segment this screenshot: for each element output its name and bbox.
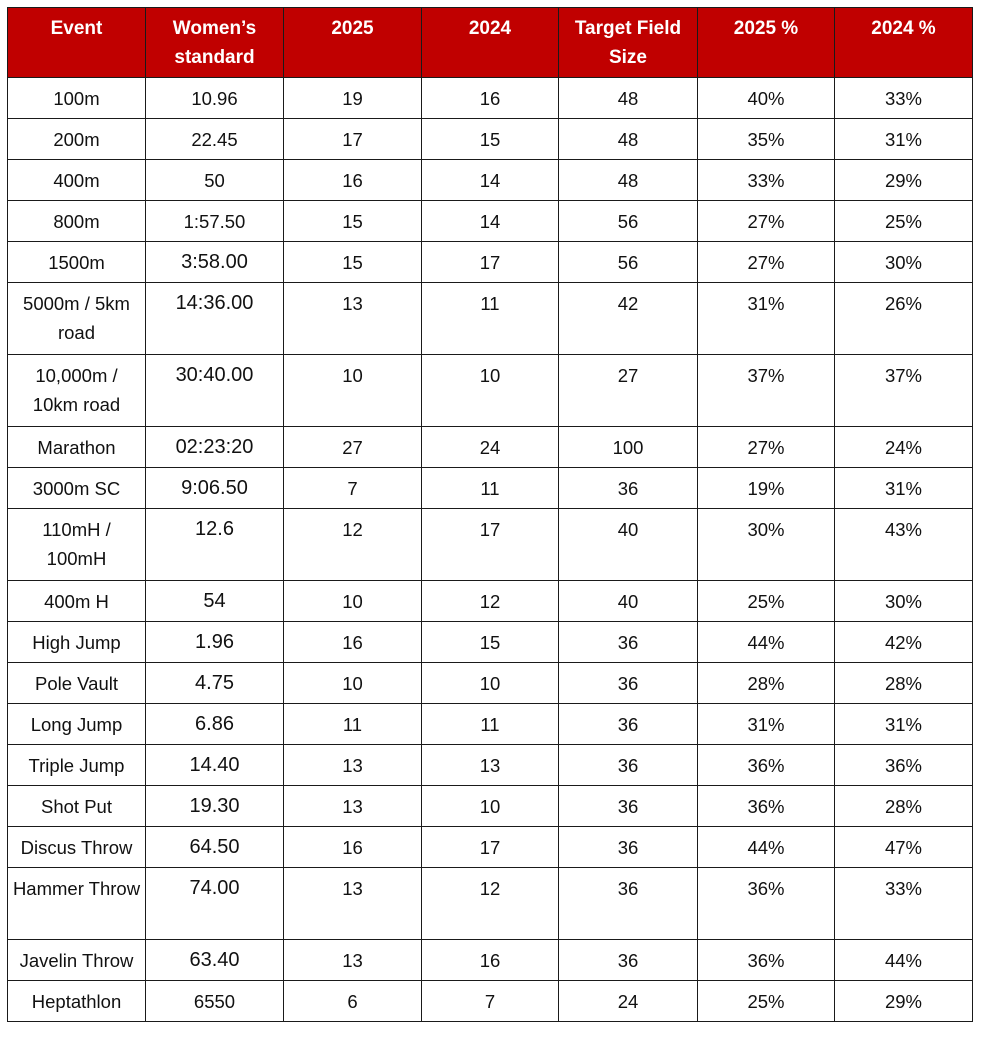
- cell-2024: 11: [422, 468, 559, 509]
- cell-standard: 14:36.00: [146, 283, 284, 355]
- cell-standard: 12.6: [146, 509, 284, 581]
- cell-2025: 11: [284, 704, 422, 745]
- cell-2024-percent: 29%: [835, 160, 973, 201]
- table-row: [8, 509, 973, 581]
- cell-2024-percent: 44%: [835, 940, 973, 981]
- cell-standard: 19.30: [146, 786, 284, 827]
- cell-2025-percent: 44%: [698, 622, 835, 663]
- cell-standard: 14.40: [146, 745, 284, 786]
- standards-table: [7, 7, 973, 1022]
- cell-field-size: 36: [559, 786, 698, 827]
- header-2024: 2024: [422, 8, 559, 78]
- cell-field-size: 40: [559, 509, 698, 581]
- cell-2025-percent: 27%: [698, 242, 835, 283]
- cell-field-size: 100: [559, 427, 698, 468]
- cell-2024: 10: [422, 786, 559, 827]
- cell-standard: 63.40: [146, 940, 284, 981]
- table-row: [8, 242, 973, 283]
- cell-event: 3000m SC: [8, 468, 146, 509]
- cell-2025: 27: [284, 427, 422, 468]
- cell-field-size: 48: [559, 160, 698, 201]
- table-row: [8, 160, 973, 201]
- cell-2024-percent: 31%: [835, 468, 973, 509]
- table-row: [8, 119, 973, 160]
- cell-2025-percent: 36%: [698, 940, 835, 981]
- cell-2024-percent: 42%: [835, 622, 973, 663]
- table-row: [8, 827, 973, 868]
- cell-2024: 17: [422, 509, 559, 581]
- cell-2024: 24: [422, 427, 559, 468]
- cell-standard: 1:57.50: [146, 201, 284, 242]
- cell-2025-percent: 31%: [698, 704, 835, 745]
- table-row: [8, 786, 973, 827]
- cell-2025-percent: 30%: [698, 509, 835, 581]
- cell-2025-percent: 31%: [698, 283, 835, 355]
- cell-2025-percent: 40%: [698, 78, 835, 119]
- cell-event: Heptathlon: [8, 981, 146, 1022]
- cell-2025: 6: [284, 981, 422, 1022]
- cell-2024-percent: 36%: [835, 745, 973, 786]
- cell-2025-percent: 28%: [698, 663, 835, 704]
- cell-field-size: 27: [559, 355, 698, 427]
- cell-field-size: 48: [559, 119, 698, 160]
- header-target-field-size: Target Field Size: [559, 8, 698, 78]
- cell-standard: 54: [146, 581, 284, 622]
- cell-2024-percent: 30%: [835, 242, 973, 283]
- cell-event: Long Jump: [8, 704, 146, 745]
- cell-event: Triple Jump: [8, 745, 146, 786]
- cell-standard: 10.96: [146, 78, 284, 119]
- cell-standard: 4.75: [146, 663, 284, 704]
- cell-2024: 14: [422, 160, 559, 201]
- cell-field-size: 36: [559, 468, 698, 509]
- cell-2024-percent: 47%: [835, 827, 973, 868]
- cell-2024: 15: [422, 622, 559, 663]
- cell-field-size: 36: [559, 622, 698, 663]
- table-row: [8, 78, 973, 119]
- table-row: [8, 283, 973, 355]
- cell-standard: 50: [146, 160, 284, 201]
- cell-event: 800m: [8, 201, 146, 242]
- table-row: [8, 940, 973, 981]
- cell-2025: 13: [284, 786, 422, 827]
- cell-event: 1500m: [8, 242, 146, 283]
- cell-2025: 19: [284, 78, 422, 119]
- cell-2024-percent: 33%: [835, 78, 973, 119]
- cell-field-size: 36: [559, 868, 698, 940]
- cell-2025-percent: 27%: [698, 201, 835, 242]
- cell-2024: 12: [422, 868, 559, 940]
- cell-2024-percent: 28%: [835, 786, 973, 827]
- cell-2024-percent: 37%: [835, 355, 973, 427]
- cell-event: 10,000m / 10km road: [8, 355, 146, 427]
- cell-2024: 16: [422, 78, 559, 119]
- table-row: [8, 704, 973, 745]
- cell-field-size: 36: [559, 745, 698, 786]
- table-row: [8, 201, 973, 242]
- cell-2025: 13: [284, 745, 422, 786]
- cell-field-size: 36: [559, 663, 698, 704]
- header-womens-standard: Women’s standard: [146, 8, 284, 78]
- cell-event: 400m H: [8, 581, 146, 622]
- cell-standard: 74.00: [146, 868, 284, 940]
- cell-standard: 64.50: [146, 827, 284, 868]
- cell-event: Marathon: [8, 427, 146, 468]
- cell-event: 5000m / 5km road: [8, 283, 146, 355]
- cell-2025: 7: [284, 468, 422, 509]
- cell-2025: 13: [284, 940, 422, 981]
- cell-field-size: 56: [559, 201, 698, 242]
- cell-2024: 13: [422, 745, 559, 786]
- cell-2025-percent: 25%: [698, 981, 835, 1022]
- cell-2025-percent: 36%: [698, 786, 835, 827]
- cell-2024-percent: 30%: [835, 581, 973, 622]
- cell-2025: 15: [284, 242, 422, 283]
- cell-2024: 15: [422, 119, 559, 160]
- cell-2024-percent: 31%: [835, 119, 973, 160]
- cell-field-size: 36: [559, 827, 698, 868]
- header-event: Event: [8, 8, 146, 78]
- table-row: [8, 868, 973, 940]
- cell-standard: 6.86: [146, 704, 284, 745]
- cell-standard: 1.96: [146, 622, 284, 663]
- header-2024-percent: 2024 %: [835, 8, 973, 78]
- cell-event: 110mH / 100mH: [8, 509, 146, 581]
- table-row: [8, 745, 973, 786]
- cell-2025: 16: [284, 827, 422, 868]
- cell-2024: 7: [422, 981, 559, 1022]
- table-row: [8, 427, 973, 468]
- cell-2025-percent: 19%: [698, 468, 835, 509]
- cell-2024: 11: [422, 704, 559, 745]
- cell-event: Pole Vault: [8, 663, 146, 704]
- cell-standard: 22.45: [146, 119, 284, 160]
- cell-standard: 3:58.00: [146, 242, 284, 283]
- table-row: [8, 981, 973, 1022]
- cell-2025-percent: 35%: [698, 119, 835, 160]
- cell-standard: 30:40.00: [146, 355, 284, 427]
- cell-field-size: 24: [559, 981, 698, 1022]
- cell-field-size: 56: [559, 242, 698, 283]
- cell-2025: 15: [284, 201, 422, 242]
- cell-2024-percent: 28%: [835, 663, 973, 704]
- cell-field-size: 40: [559, 581, 698, 622]
- cell-2025: 13: [284, 868, 422, 940]
- cell-2025: 12: [284, 509, 422, 581]
- cell-2024: 17: [422, 242, 559, 283]
- table-row: [8, 468, 973, 509]
- cell-2024: 14: [422, 201, 559, 242]
- cell-2025-percent: 37%: [698, 355, 835, 427]
- table-row: [8, 663, 973, 704]
- cell-2025: 16: [284, 622, 422, 663]
- cell-2024-percent: 33%: [835, 868, 973, 940]
- cell-event: Shot Put: [8, 786, 146, 827]
- table-row: [8, 355, 973, 427]
- header-2025-percent: 2025 %: [698, 8, 835, 78]
- cell-2024-percent: 29%: [835, 981, 973, 1022]
- cell-2024: 16: [422, 940, 559, 981]
- cell-2025: 13: [284, 283, 422, 355]
- cell-field-size: 36: [559, 940, 698, 981]
- cell-event: 400m: [8, 160, 146, 201]
- cell-event: Discus Throw: [8, 827, 146, 868]
- cell-standard: 9:06.50: [146, 468, 284, 509]
- cell-event: High Jump: [8, 622, 146, 663]
- cell-standard: 02:23:20: [146, 427, 284, 468]
- cell-2025: 10: [284, 663, 422, 704]
- cell-event: 100m: [8, 78, 146, 119]
- cell-event: Javelin Throw: [8, 940, 146, 981]
- cell-2024-percent: 26%: [835, 283, 973, 355]
- cell-field-size: 48: [559, 78, 698, 119]
- cell-standard: 6550: [146, 981, 284, 1022]
- cell-2025-percent: 44%: [698, 827, 835, 868]
- cell-2025-percent: 36%: [698, 745, 835, 786]
- cell-event: Hammer Throw: [8, 868, 146, 940]
- cell-2024: 10: [422, 355, 559, 427]
- cell-2024-percent: 25%: [835, 201, 973, 242]
- cell-2025-percent: 25%: [698, 581, 835, 622]
- table-row: [8, 622, 973, 663]
- cell-2024-percent: 24%: [835, 427, 973, 468]
- cell-2025: 16: [284, 160, 422, 201]
- cell-2025: 10: [284, 581, 422, 622]
- cell-2024: 10: [422, 663, 559, 704]
- cell-2024-percent: 31%: [835, 704, 973, 745]
- header-2025: 2025: [284, 8, 422, 78]
- cell-2025-percent: 33%: [698, 160, 835, 201]
- cell-field-size: 42: [559, 283, 698, 355]
- cell-field-size: 36: [559, 704, 698, 745]
- cell-2025: 17: [284, 119, 422, 160]
- table-row: [8, 581, 973, 622]
- cell-2024-percent: 43%: [835, 509, 973, 581]
- header-row: [8, 8, 973, 78]
- cell-event: 200m: [8, 119, 146, 160]
- cell-2024: 11: [422, 283, 559, 355]
- cell-2024: 17: [422, 827, 559, 868]
- cell-2025-percent: 36%: [698, 868, 835, 940]
- cell-2024: 12: [422, 581, 559, 622]
- cell-2025-percent: 27%: [698, 427, 835, 468]
- cell-2025: 10: [284, 355, 422, 427]
